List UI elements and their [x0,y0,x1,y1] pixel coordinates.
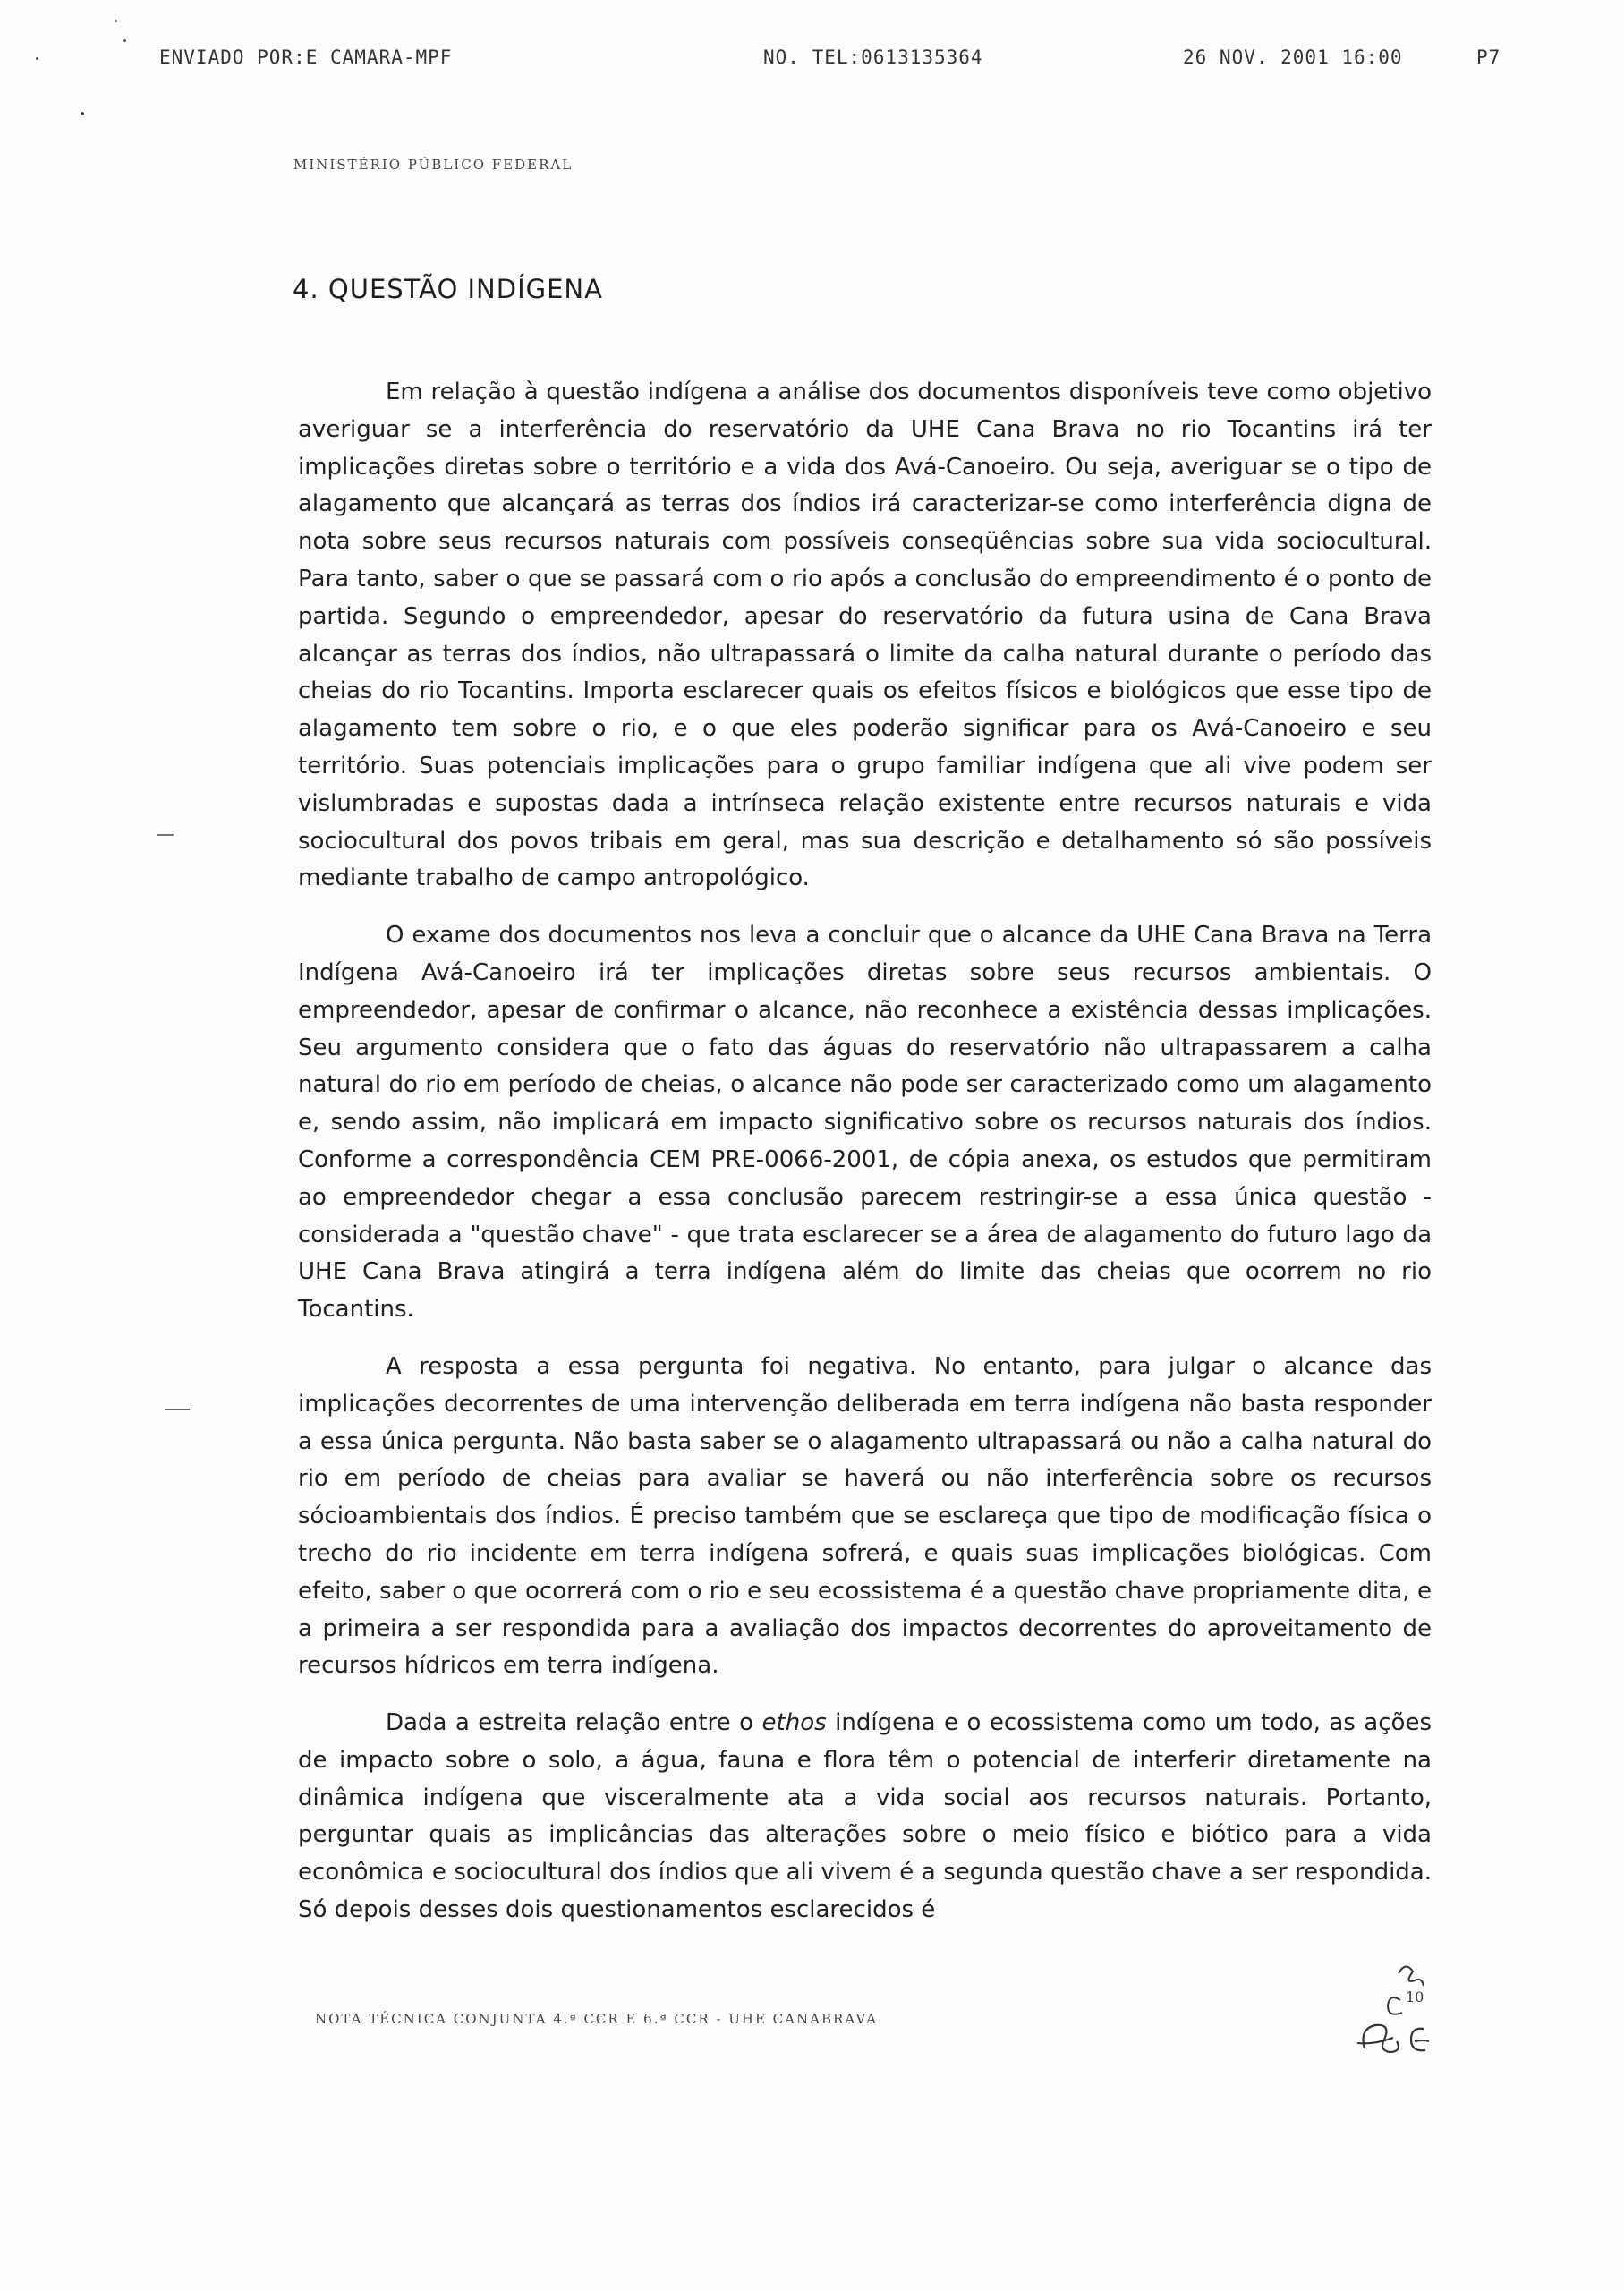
scan-speck [123,39,126,42]
paragraph-text: Dada a estreita relação entre o [386,1709,762,1737]
fax-phone-number: NO. TEL:0613135364 [763,47,983,68]
paragraph-text: indígena e o ecossistema como um todo, as ações de impacto sobre o solo, a água, fauna e flora têm o potencial de interferir diretamente na dinâmica indígena que visceralmente ata a vida social aos recursos naturais. Portanto, perguntar quais as implicâncias das alterações sobre o meio físico e biótico para a vida econômica e sociocultural dos índios que ali vivem é a segunda questão chave a ser respondida. Só depois desses dois questionamentos esclarecidos é [298,1709,1432,1924]
paragraph: O exame dos documentos nos leva a concluir que o alcance da UHE Cana Brava na Terra Indígena Avá-Canoeiro irá ter implicações diretas sobre seus recursos ambientais. O empreendedor, apesar de confirmar o alcance, não reconhece a existência dessas implicações. Seu argumento considera que o fato das águas do reservatório não ultrapassarem a calha natural do rio em período de cheias, o alcance não pode ser caracterizado como um alagamento e, sendo assim, não implicará em impacto significativo sobre os recursos naturais dos índios. Conforme a correspondência CEM PRE-0066-2001, de cópia anexa, os estudos que permitiram ao empreendedor chegar a essa conclusão parecem restringir-se a essa única questão - considerada a "questão chave" - que trata esclarecer se a área de alagamento do futuro lago da UHE Cana Brava atingirá a terra indígena além do limite das cheias que ocorrem no rio Tocantins. [298,922,1432,1324]
fax-page-indicator: P7 [1476,47,1501,68]
scan-speck [115,20,117,22]
fax-sender: ENVIADO POR:E CAMARA-MPF [159,47,453,68]
scan-speck [81,112,84,115]
fax-header [0,47,1624,82]
fax-datetime: 26 NOV. 2001 16:00 [1183,47,1403,68]
margin-tick [165,1409,190,1410]
paragraph: Em relação à questão indígena a análise dos documentos disponíveis teve como objetivo averiguar se a interferência do reservatório da UHE Cana Brava no rio Tocantins irá ter implicações diretas sobre o território e a vida dos Avá-Canoeiro. Ou seja, averiguar se o tipo de alagamento que alcançará as terras dos índios irá caracterizar-se como interferência digna de nota sobre seus recursos naturais com possíveis conseqüências sobre sua vida sociocultural. Para tanto, saber o que se passará com o rio após a conclusão do empreendimento é o ponto de partida. Segundo o empreendedor, apesar do reservatório da futura usina de Cana Brava alcançar as terras dos índios, não ultrapassará o limite da calha natural durante o período das cheias do rio Tocantins. Importa esclarecer quais os efeitos físicos e biológicos que esse tipo de alagamento tem sobre o rio, e o que eles poderão significar para os Avá-Canoeiro e seu território. Suas potenciais implicações para o grupo familiar indígena que ali vive podem ser vislumbradas e supostas dada a intrínseca relação existente entre recursos naturais e vida sociocultural dos povos tribais em geral, mas sua descrição e detalhamento só são possíveis mediante trabalho de campo antropológico. [298,379,1432,892]
emphasized-term: ethos [761,1709,827,1737]
document-body [298,374,1432,1949]
section-title: 4. QUESTÃO INDÍGENA [293,274,603,304]
paragraph [298,1705,1432,1929]
margin-tick [157,834,174,836]
page-number: 10 [1406,1989,1424,2006]
letterhead: MINISTÉRIO PÚBLICO FEDERAL [293,157,574,173]
handwritten-initials [1347,1955,1481,2090]
paragraph: A resposta a essa pergunta foi negativa. No entanto, para julgar o alcance das implicações decorrentes de uma intervenção deliberada em terra indígena não basta responder a essa única pergunta. Não basta saber se o alagamento ultrapassará ou não a calha natural do rio em período de cheias para avaliar se haverá ou não interferência sobre os recursos sócioambientais dos índios. É preciso também que se esclareça que tipo de modificação física o trecho do rio incidente em terra indígena sofrerá, e quais suas implicações biológicas. Com efeito, saber o que ocorrerá com o rio e seu ecossistema é a questão chave propriamente dita, e a primeira a ser respondida para a avaliação dos impactos decorrentes do aproveitamento de recursos hídricos em terra indígena. [298,1352,1432,1680]
footer-note: NOTA TÉCNICA CONJUNTA 4.ª CCR E 6.ª CCR - UHE CANABRAVA [315,2011,878,2027]
